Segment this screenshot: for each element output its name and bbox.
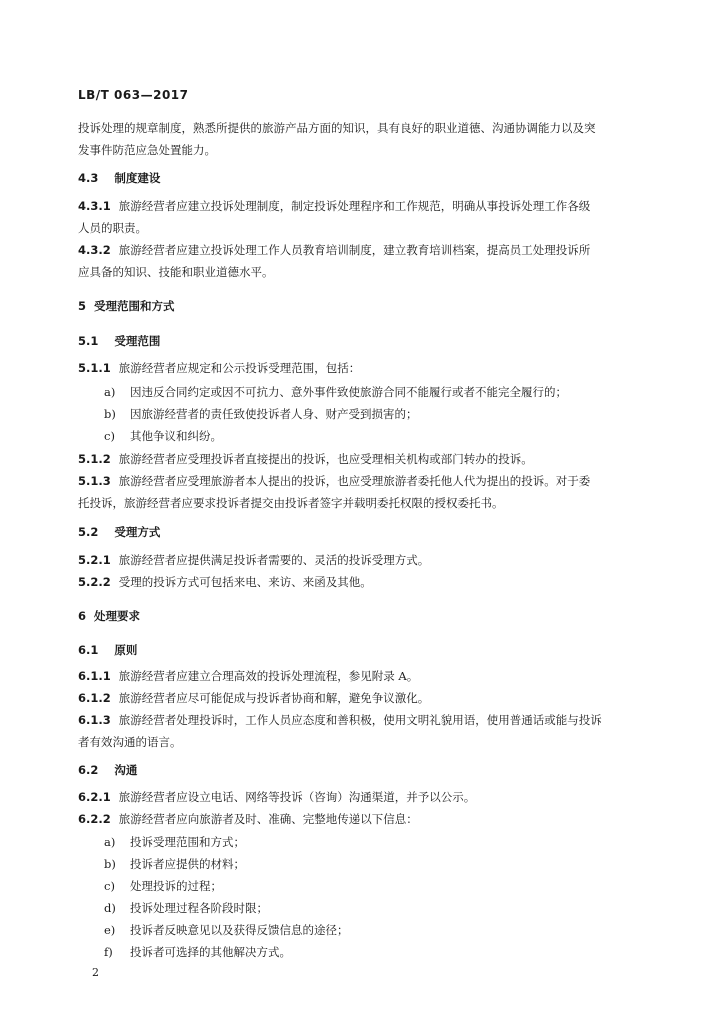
list-item — [104, 856, 245, 872]
clause-number: 5.2.2 — [78, 575, 111, 589]
clause-6-1-1 — [78, 665, 418, 687]
clause-text: 旅游经营者应规定和公示投诉受理范围，包括： — [118, 361, 361, 375]
list-text: 处理投诉的过程； — [130, 879, 222, 893]
clause-4-3-1-line-1 — [78, 195, 590, 217]
list-label: e) — [104, 923, 116, 937]
list-text: 因违反合同约定或因不可抗力、意外事件致使旅游合同不能履行或者不能完全履行的； — [130, 385, 567, 399]
clause-text: 旅游经营者应受理旅游者本人提出的投诉，也应受理旅游者委托他人代为提出的投诉。对于委 — [118, 474, 591, 488]
section-number: 6.1 — [78, 643, 99, 657]
intro-line-2: 发事件防范应急处置能力。 — [78, 143, 216, 157]
clause-number: 5.1.3 — [78, 474, 111, 488]
clause-text: 旅游经营者应建立投诉处理工作人员教育培训制度，建立教育培训档案，提高员工处理投诉所 — [118, 243, 591, 257]
clause-text: 受理的投诉方式可包括来电、来访、来函及其他。 — [118, 575, 372, 589]
clause-number: 5.1.2 — [78, 452, 111, 466]
section-5-1-heading — [78, 333, 160, 349]
list-text: 投诉者应提供的材料； — [130, 857, 245, 871]
list-label: a) — [104, 385, 116, 399]
list-label: c) — [104, 879, 115, 893]
list-text: 因旅游经营者的责任致使投诉者人身、财产受到损害的； — [130, 407, 418, 421]
clause-6-1-3-line-1 — [78, 709, 602, 731]
clause-6-2-1 — [78, 786, 475, 808]
list-item — [104, 922, 349, 938]
list-label: b) — [104, 857, 116, 871]
section-number: 5.1 — [78, 334, 99, 348]
section-number: 4.3 — [78, 171, 99, 185]
list-item — [104, 878, 222, 894]
section-title: 受理范围 — [114, 334, 161, 348]
clause-6-1-2 — [78, 687, 429, 709]
intro-line-1: 投诉处理的规章制度，熟悉所提供的旅游产品方面的知识，具有良好的职业道德、沟通协调能力以及突 — [78, 121, 596, 135]
list-item — [104, 944, 291, 960]
list-label: b) — [104, 407, 116, 421]
section-5-2-heading — [78, 524, 160, 540]
list-item — [104, 900, 268, 916]
section-6-1-heading — [78, 642, 137, 658]
list-item — [104, 428, 222, 444]
clause-text: 旅游经营者应提供满足投诉者需要的、灵活的投诉受理方式。 — [118, 553, 430, 567]
clause-text: 旅游经营者应向旅游者及时、准确、完整地传递以下信息： — [118, 812, 418, 826]
list-text: 投诉者可选择的其他解决方式。 — [130, 945, 291, 959]
clause-4-3-1-line-2: 人员的职责。 — [78, 221, 147, 235]
clause-5-2-1 — [78, 549, 429, 571]
clause-text: 旅游经营者应受理投诉者直接提出的投诉，也应受理相关机构或部门转办的投诉。 — [118, 452, 533, 466]
clause-5-1-1 — [78, 357, 360, 379]
list-label: d) — [104, 901, 116, 915]
list-item — [104, 406, 418, 422]
list-label: f) — [104, 945, 113, 959]
section-5-heading — [78, 298, 175, 314]
list-text: 其他争议和纠纷。 — [130, 429, 222, 443]
clause-5-1-3-line-2: 托投诉，旅游经营者应要求投诉者提交由投诉者签字并载明委托权限的授权委托书。 — [78, 496, 504, 510]
clause-text: 旅游经营者应建立投诉处理制度，制定投诉处理程序和工作规范，明确从事投诉处理工作各级 — [118, 199, 591, 213]
section-number: 6.2 — [78, 763, 99, 777]
clause-number: 6.1.2 — [78, 691, 111, 705]
clause-text: 旅游经营者处理投诉时，工作人员应态度和善积极，使用文明礼貌用语，使用普通话或能与投诉 — [118, 713, 602, 727]
list-text: 投诉者反映意见以及获得反馈信息的途径； — [130, 923, 349, 937]
clause-number: 6.2.2 — [78, 812, 111, 826]
page-number: 2 — [92, 966, 99, 979]
section-6-2-heading — [78, 762, 137, 778]
clause-number: 5.1.1 — [78, 361, 111, 375]
section-number: 5.2 — [78, 525, 99, 539]
clause-number: 4.3.1 — [78, 199, 111, 213]
section-title: 受理方式 — [114, 525, 161, 539]
list-label: a) — [104, 835, 116, 849]
clause-5-2-2 — [78, 571, 372, 593]
clause-number: 6.1.1 — [78, 669, 111, 683]
clause-number: 5.2.1 — [78, 553, 111, 567]
section-4-3-heading — [78, 170, 160, 186]
clause-5-1-2 — [78, 448, 533, 470]
section-number: 5 — [78, 299, 87, 313]
section-title: 制度建设 — [114, 171, 161, 185]
section-title: 原则 — [114, 643, 138, 657]
list-text: 投诉处理过程各阶段时限； — [130, 901, 268, 915]
section-6-heading — [78, 608, 140, 624]
clause-text: 旅游经营者应尽可能促成与投诉者协商和解，避免争议激化。 — [118, 691, 430, 705]
clause-text: 旅游经营者应建立合理高效的投诉处理流程，参见附录 A。 — [118, 669, 419, 683]
section-title: 沟通 — [114, 763, 138, 777]
clause-6-1-3-line-2: 者有效沟通的语言。 — [78, 735, 182, 749]
clause-5-1-3-line-1 — [78, 470, 590, 492]
clause-4-3-2-line-2: 应具备的知识、技能和职业道德水平。 — [78, 265, 274, 279]
standard-code: LB/T 063—2017 — [78, 88, 189, 102]
section-title: 处理要求 — [94, 609, 141, 623]
clause-6-2-2 — [78, 808, 418, 830]
clause-text: 旅游经营者应设立电话、网络等投诉（咨询）沟通渠道，并予以公示。 — [118, 790, 476, 804]
list-text: 投诉受理范围和方式； — [130, 835, 245, 849]
section-number: 6 — [78, 609, 87, 623]
clause-4-3-2-line-1 — [78, 239, 590, 261]
clause-number: 6.1.3 — [78, 713, 111, 727]
list-item — [104, 384, 567, 400]
section-title: 受理范围和方式 — [94, 299, 175, 313]
list-label: c) — [104, 429, 115, 443]
clause-number: 4.3.2 — [78, 243, 111, 257]
clause-number: 6.2.1 — [78, 790, 111, 804]
list-item — [104, 834, 245, 850]
